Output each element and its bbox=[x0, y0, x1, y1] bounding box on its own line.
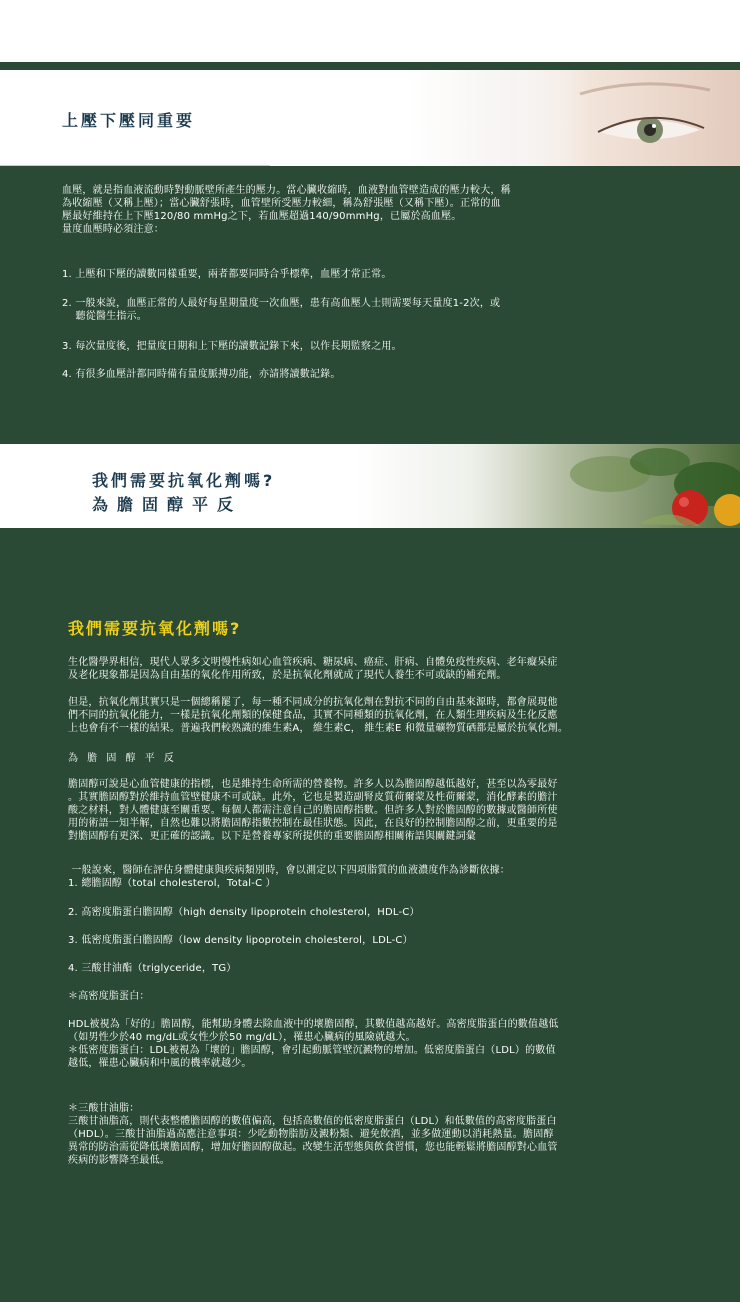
bp-intro: 血壓，就是指血液流動時對動脈壁所產生的壓力。當心臟收縮時，血液對血管壁造成的壓力較大，稱 為收縮壓（又稱上壓）；當心臟舒張時，血管壁所受壓力較細，稱為舒張壓（又稱下壓）。正常的血 壓最好維持在上下壓120/80 mmHg之下，若血壓超過140/90mmHg，已屬於高血壓。 量度血壓時必須注意： bbox=[62, 185, 511, 235]
bp-item-3: 3. 每次量度後，把量度日期和上下壓的讀數記錄下來，以作長期監察之用。 bbox=[62, 341, 402, 352]
bp-item-4: 4. 有很多血壓計都同時備有量度脈搏功能，亦請將讀數記錄。 bbox=[62, 369, 341, 380]
top-green-strip bbox=[0, 62, 740, 70]
cholesterol-subheading: 為 膽 固 醇 平 反 bbox=[68, 753, 177, 764]
antioxidant-banner bbox=[0, 444, 740, 528]
antioxidant-banner-title: 我們需要抗氧化劑嗎? bbox=[92, 471, 276, 490]
lipid-item-2: 2. 高密度脂蛋白膽固醇（high density lipoprotein cholesterol，HDL-C） bbox=[68, 907, 420, 918]
lipid-item-3: 3. 低密度脂蛋白膽固醇（low density lipoprotein cholesterol，LDL-C） bbox=[68, 935, 413, 946]
triglyceride-text: ＊三酸甘油脂： 三酸甘油脂高，則代表整體膽固醇的數值偏高，包括高數值的低密度脂蛋白（LDL）和低數值的高密度脂蛋白 （HDL）。三酸甘油脂過高應注意事項：少吃動物脂肪及澱粉類、避免飲酒，並多做運動以消耗熱量。膽固醇 異常的防治需從降低壞膽固醇，增加好膽固醇做起。改變生活型態與飲食習慣，您也能輕鬆將膽固醇對心血管 疾病的影響降至最低。 bbox=[68, 1103, 558, 1166]
cholesterol-paragraph: 膽固醇可說是心血管健康的指標，也是維持生命所需的營養物。許多人以為膽固醇越低越好，甚至以為零最好 。其實膽固醇對於維持血管壁健康不可或缺。此外，它也是製造副腎皮質荷爾蒙及性荷爾蒙，消化酵素的膽汁 酸之材料，對人體健康至關重要。每個人都需注意自己的膽固醇指數。但許多人對於膽固醇的數據或醫師所使 用的術語一知半解，自然也難以將膽固醇指數控制在最佳狀態。因此，在良好的控制膽固醇之前，更重要的是 對膽固醇有更深、更正確的認識。以下是營養專家所提供的重要膽固醇相關術語與關鍵詞彙 bbox=[68, 779, 558, 842]
antioxidant-paragraph-2: 但是，抗氧化劑其實只是一個總稱罷了，每一種不同成分的抗氧化劑在對抗不同的自由基來源時，都會展現他 們不同的抗氧化能力，一樣是抗氧化劑類的保健食品，其實不同種類的抗氧化劑，在人類生理疾病及生化反應 上也會有不一樣的結果。普遍我們較熟識的維生素A， 維生素C， 維生素E 和微量礦物質硒都是屬於抗氧化劑。 bbox=[68, 697, 569, 734]
hdl-heading: ＊高密度脂蛋白： bbox=[68, 991, 150, 1002]
hdl-ldl-text: HDL被視為「好的」膽固醇，能幫助身體去除血液中的壞膽固醇，其數值越高越好。高密度脂蛋白的數值越低 （如男性少於40 mg/dL或女性少於50 mg/dL），罹患心臟病的風險就越大。 ＊低密度脂蛋白：LDL被視為「壞的」膽固醇，會引起動脈管壁沉澱物的增加。低密度脂蛋白（LDL）的數值 越低，罹患心臟病和中風的機率就越少。 bbox=[68, 1019, 559, 1069]
lipid-item-4: 4. 三酸甘油酯（triglyceride，TG） bbox=[68, 963, 237, 974]
bp-banner-title: 上壓下壓同重要 bbox=[62, 111, 196, 130]
bp-banner bbox=[0, 70, 740, 166]
bp-item-2: 2. 一般來說，血壓正常的人最好每星期量度一次血壓，患有高血壓人士則需要每天量度1-2次，或 聽從醫生指示。 bbox=[62, 298, 501, 322]
lipid-intro: 一般說來，醫師在評估身體健康與疾病類別時，會以測定以下四項脂質的血液濃度作為診斷依據： 1. 總膽固醇（total cholesterol，Total-C ） bbox=[68, 865, 510, 889]
top-margin bbox=[0, 0, 740, 62]
eye-photo bbox=[510, 70, 740, 166]
antioxidant-paragraph-1: 生化醫學界相信，現代人眾多文明慢性病如心血管疾病、糖尿病、癌症、肝病、自體免疫性疾病、老年癡呆症 及老化現象都是因為自由基的氧化作用所致，於是抗氧化劑就成了現代人養生不可或缺的補充劑。 bbox=[68, 657, 558, 681]
cholesterol-banner-title: 為膽固醇平反 bbox=[92, 495, 243, 514]
antioxidant-heading: 我們需要抗氧化劑嗎? bbox=[68, 619, 242, 638]
bp-item-1: 1. 上壓和下壓的讀數同樣重要，兩者都要同時合乎標準，血壓才常正常。 bbox=[62, 269, 392, 280]
vegetables-photo bbox=[440, 444, 740, 528]
